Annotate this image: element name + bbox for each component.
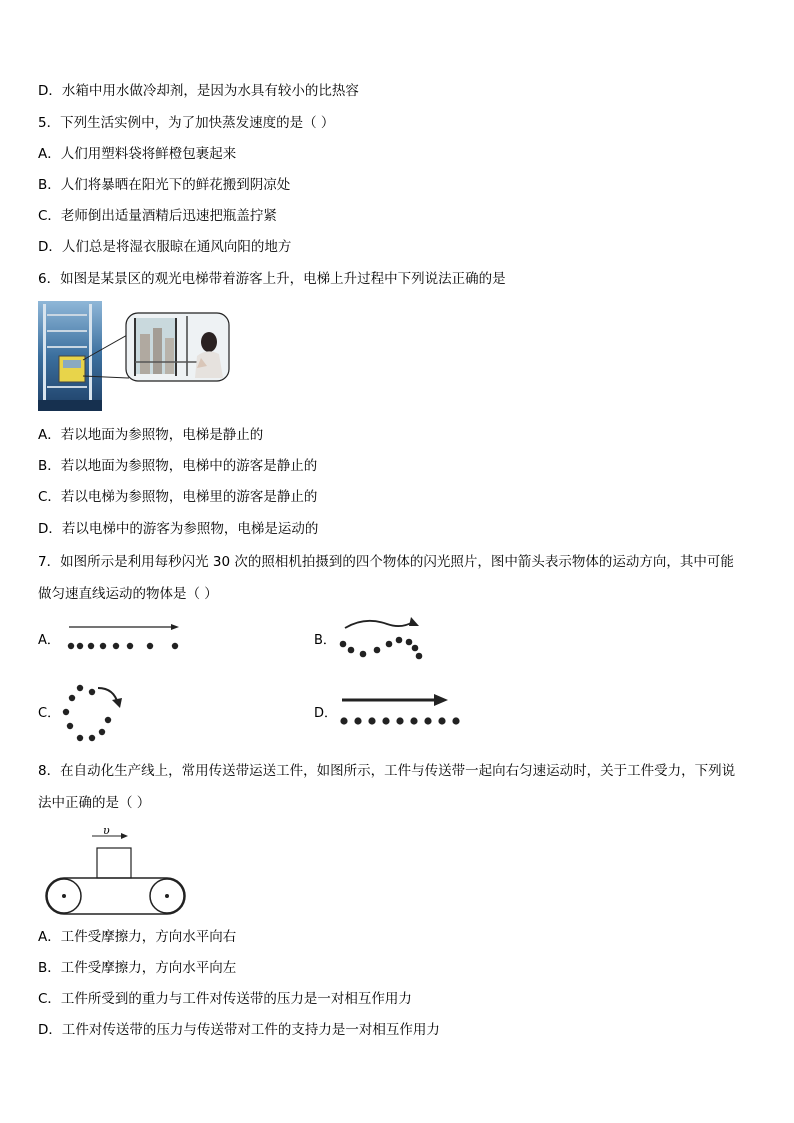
conveyor-belt-figure xyxy=(44,826,189,918)
q6-option-c: C．若以电梯为参照物，电梯里的游客是静止的 xyxy=(38,489,318,505)
q7-option-b-figure xyxy=(335,614,430,662)
elevator-photo xyxy=(37,300,231,412)
q7-stem-line1: 7．如图所示是利用每秒闪光 30 次的照相机拍摄到的四个物体的闪光照片，图中箭头表示物体的运动方向，其中可能 xyxy=(38,554,734,570)
q8-stem-line2: 法中正确的是（ ） xyxy=(38,795,151,811)
q6-option-b: B．若以地面为参照物，电梯中的游客是静止的 xyxy=(38,458,318,474)
q7-option-d-figure xyxy=(338,692,463,728)
q8-option-b: B．工件受摩擦力，方向水平向左 xyxy=(38,960,237,976)
q8-option-c: C．工件所受到的重力与工件对传送带的压力是一对相互作用力 xyxy=(38,991,412,1007)
q5-option-c: C．老师倒出适量酒精后迅速把瓶盖拧紧 xyxy=(38,208,277,224)
q7-option-b-label: B． xyxy=(314,633,336,648)
q8-option-d: D．工件对传送带的压力与传送带对工件的支持力是一对相互作用力 xyxy=(38,1022,440,1038)
q5-stem: 5．下列生活实例中，为了加快蒸发速度的是（ ） xyxy=(38,115,335,131)
q5-option-d: D．人们总是将湿衣服晾在通风向阳的地方 xyxy=(38,239,292,255)
line-q4-d: D．水箱中用水做冷却剂，是因为水具有较小的比热容 xyxy=(38,83,359,99)
q7-option-a-figure xyxy=(65,620,185,652)
q5-option-a: A．人们用塑料袋将鲜橙包裹起来 xyxy=(38,146,237,162)
q6-option-d: D．若以电梯中的游客为参照物，电梯是运动的 xyxy=(38,521,319,537)
q6-stem: 6．如图是某景区的观光电梯带着游客上升，电梯上升过程中下列说法正确的是 xyxy=(38,271,506,287)
velocity-label: υ xyxy=(103,824,110,837)
q7-option-a-label: A． xyxy=(38,633,60,648)
q7-option-c-label: C． xyxy=(38,706,61,721)
q8-option-a: A．工件受摩擦力，方向水平向右 xyxy=(38,929,237,945)
q8-stem-line1: 8．在自动化生产线上，常用传送带运送工件，如图所示，工件与传送带一起向右匀速运动时，关于工件受力，下列说 xyxy=(38,763,736,779)
q7-option-c-figure xyxy=(58,680,128,746)
q7-stem-line2: 做匀速直线运动的物体是（ ） xyxy=(38,586,218,602)
q6-option-a: A．若以地面为参照物，电梯是静止的 xyxy=(38,427,264,443)
q7-option-d-label: D． xyxy=(314,706,338,721)
q5-option-b: B．人们将暴晒在阳光下的鲜花搬到阴凉处 xyxy=(38,177,291,193)
